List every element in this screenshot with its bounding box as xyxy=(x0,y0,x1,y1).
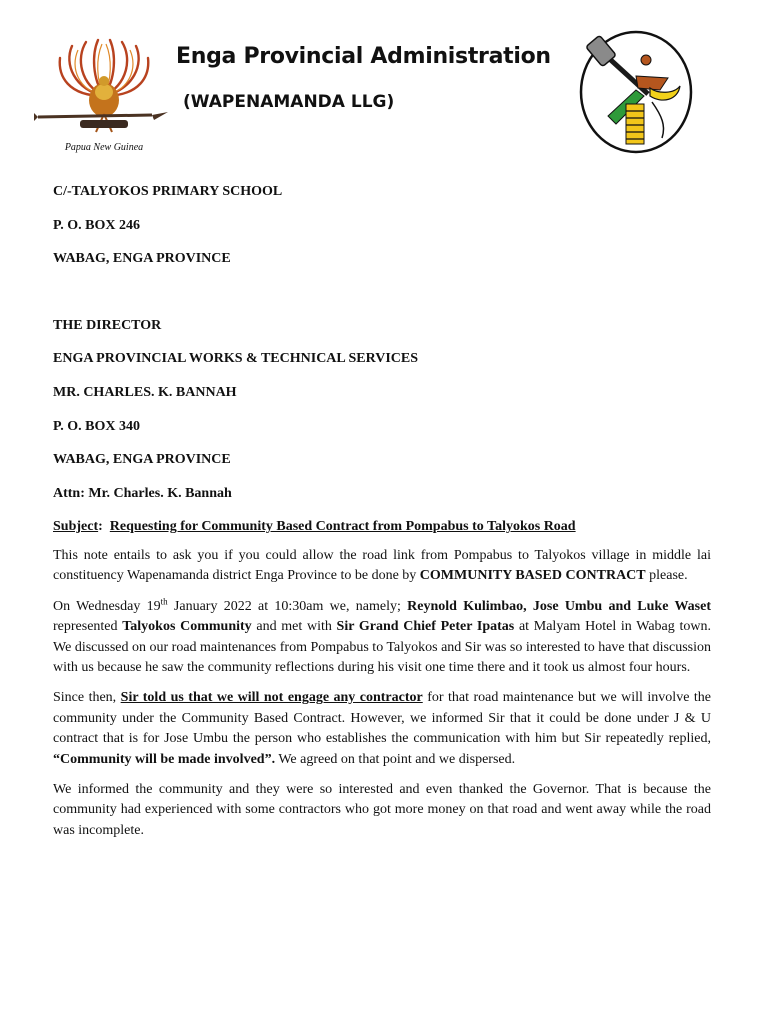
representative-names: Reynold Kulimbao, Jose Umbu and Luke Waset xyxy=(407,598,712,614)
paragraph-2 xyxy=(53,597,711,679)
paragraph-4 xyxy=(53,780,711,841)
recipient-line-5: WABAG, ENGA PROVINCE xyxy=(53,452,231,468)
paragraph-2-text-4: and met with xyxy=(251,619,337,635)
paragraph-2-text: On Wednesday 19 xyxy=(53,598,161,614)
spacer xyxy=(53,284,711,317)
subject-line xyxy=(53,518,711,536)
png-emblem-caption: Papua New Guinea xyxy=(64,142,144,153)
subject-label: Subject xyxy=(53,519,99,535)
ordinal-superscript: th xyxy=(160,596,168,607)
letterhead xyxy=(0,0,768,170)
subject-text: Requesting for Community Based Contract from Pompabus to Talyokos Road xyxy=(109,519,576,535)
paragraph-1 xyxy=(53,546,711,587)
paragraph-1-text-end: please. xyxy=(645,568,688,584)
governor-name: Sir Grand Chief Peter Ipatas xyxy=(336,619,515,635)
paragraph-1-bold: COMMUNITY BASED CONTRACT xyxy=(419,568,646,584)
sender-line-2: P. O. BOX 246 xyxy=(53,217,140,233)
paragraph-2-text-3: represented xyxy=(53,619,123,635)
paragraph-3 xyxy=(53,688,711,770)
paragraph-2-text-2: January 2022 at 10:30am we, namely; xyxy=(167,598,408,614)
attention-line: Attn: Mr. Charles. K. Bannah xyxy=(53,485,232,501)
enga-provincial-emblem-icon xyxy=(578,30,694,154)
paragraph-4-text: We informed the community and they were so interested and even thanked the Governor. That is because the community had experienced with some contractors who got more money on that road and went away while the road was incomplete. xyxy=(53,782,711,838)
recipient-line-4: P. O. BOX 340 xyxy=(53,418,140,434)
png-national-emblem-icon xyxy=(34,34,174,158)
paragraph-3-text-3: We agreed on that point and we dispersed. xyxy=(275,751,516,767)
letterhead-subtitle: (WAPENAMANDA LLG) xyxy=(183,92,395,112)
paragraph-2-text-5: at Malyam Hotel in Wabag town. We discussed on our road maintenances from Pompabus to Talyokos and Sir was so interested to have that discussion with us because he saw the community reflections during his visit one time there and it took us almost four hours. xyxy=(53,619,711,675)
governor-quote: “Community will be made involved”. xyxy=(53,751,276,767)
paragraph-3-text-2: for that road maintenance but we will involve the community under the Community Based Contract. However, we informed Sir that it could be done under J & U contract that is for Jose Umbu the person who establishes the communication with him but Sir repeatedly replied, xyxy=(53,690,711,747)
subject-colon: : xyxy=(98,519,103,535)
recipient-line-1: THE DIRECTOR xyxy=(53,317,162,333)
sender-line-3: WABAG, ENGA PROVINCE xyxy=(53,251,231,267)
recipient-line-2: ENGA PROVINCIAL WORKS & TECHNICAL SERVICES xyxy=(53,351,419,367)
paragraph-3-underlined-bold: Sir told us that we will not engage any contractor xyxy=(120,690,423,706)
letterhead-title: Enga Provincial Administration xyxy=(176,44,551,69)
sender-line-1: C/-TALYOKOS PRIMARY SCHOOL xyxy=(53,184,283,199)
paragraph-1-text: This note entails to ask you if you could allow the road link from Pompabus to Talyokos village in middle lai constituency Wapenamanda district Enga Province to be done by xyxy=(53,547,711,584)
paragraph-3-text: Since then, xyxy=(53,690,121,706)
community-name: Talyokos Community xyxy=(122,619,252,635)
letter-body xyxy=(53,183,711,851)
recipient-line-3: MR. CHARLES. K. BANNAH xyxy=(53,384,237,400)
